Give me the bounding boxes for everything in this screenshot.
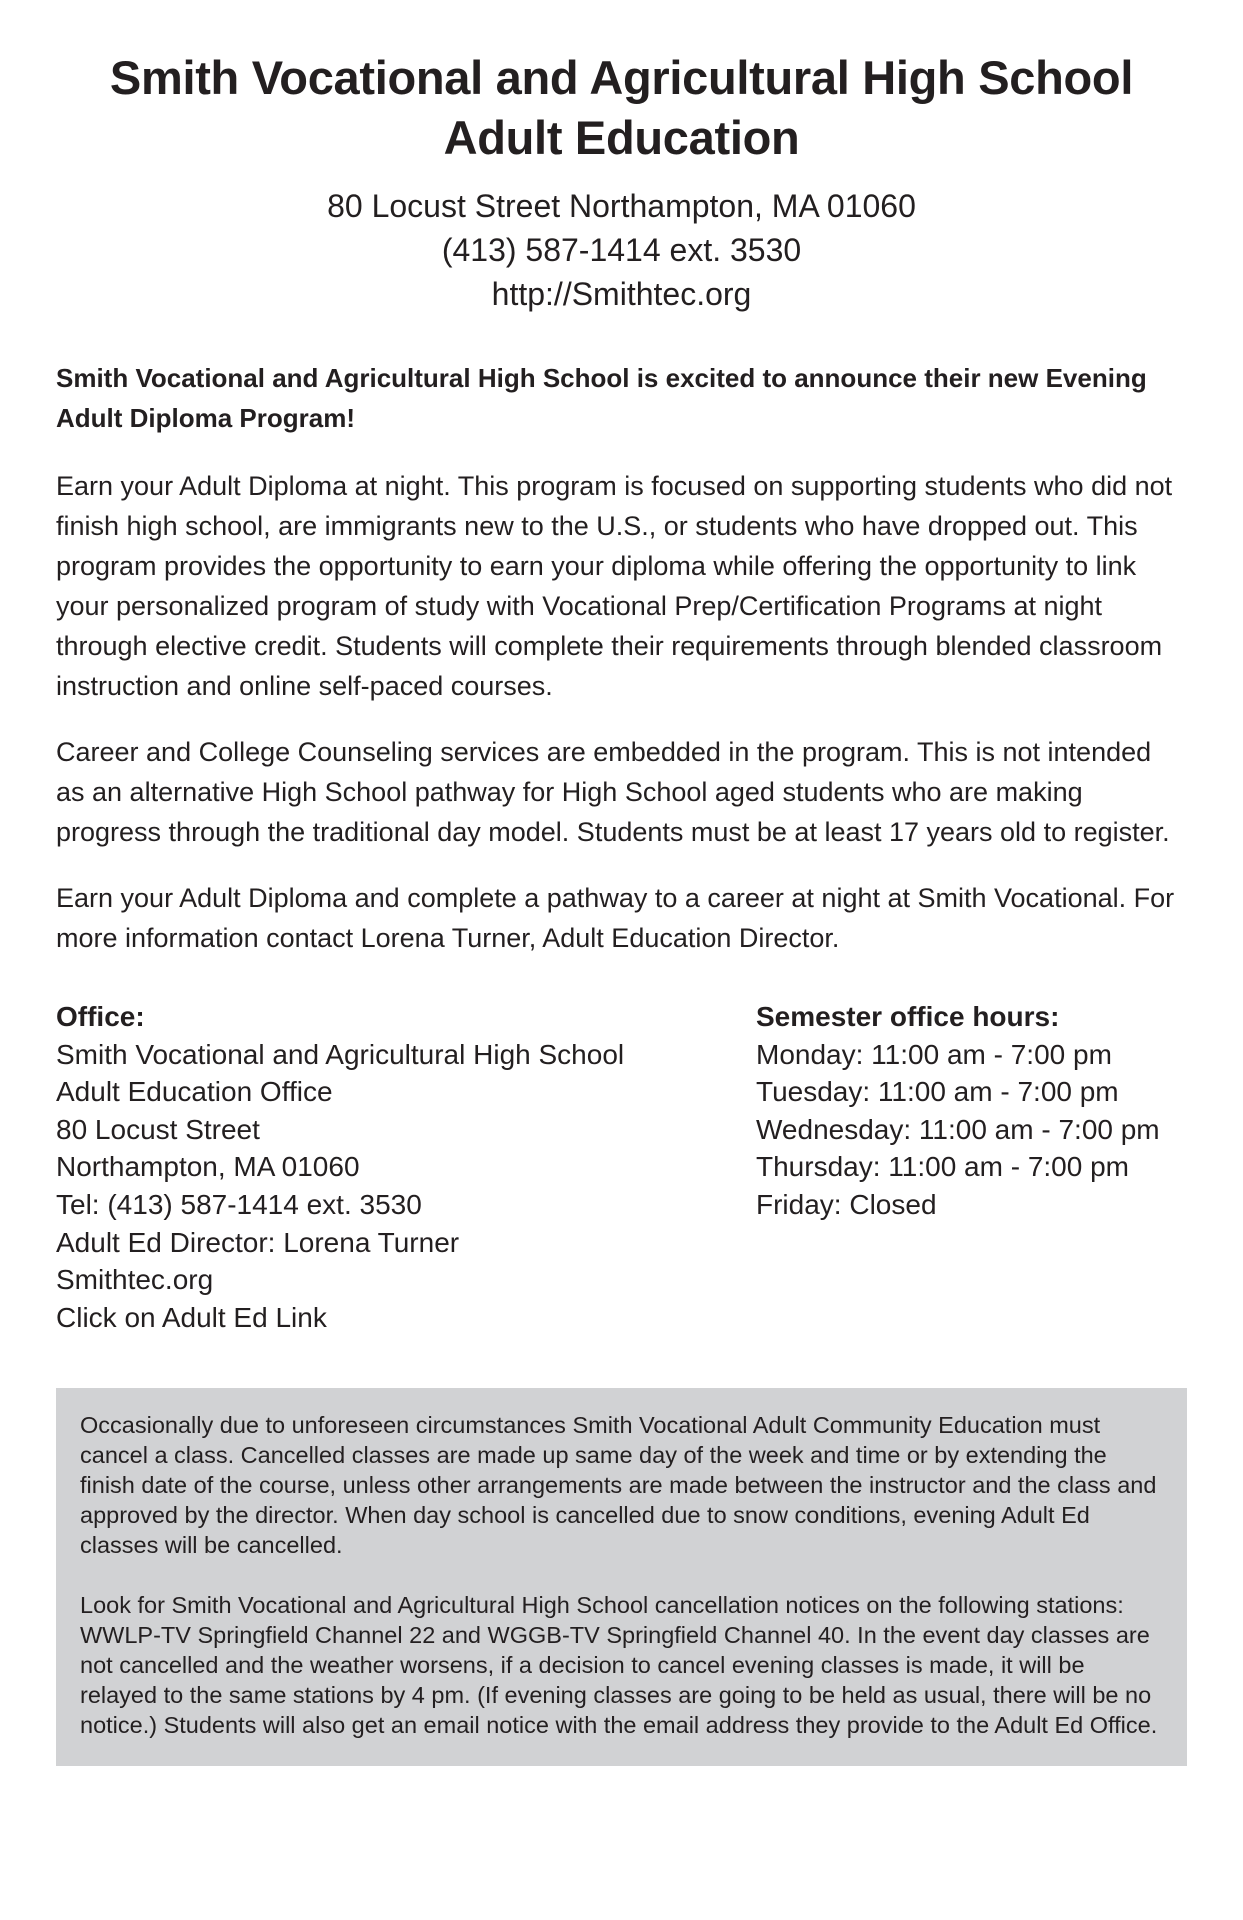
office-hours-line: Wednesday: 11:00 am - 7:00 pm xyxy=(756,1113,1160,1145)
office-website-link[interactable]: Smithtec.org xyxy=(56,1264,214,1296)
office-hours-line: Tuesday: 11:00 am - 7:00 pm xyxy=(756,1076,1119,1108)
office-line: 80 Locust Street xyxy=(56,1113,260,1145)
office-hours-heading: Semester office hours: xyxy=(756,1001,1060,1032)
announcement-intro: Smith Vocational and Agricultural High School is excited to announce their new Evening Adult Diploma Program! xyxy=(56,363,1147,433)
cancellation-stations-paragraph: Look for Smith Vocational and Agricultural High School cancellation notices on the following stations: WWLP-TV Springfield Channel 22 and WGGB-TV Springfield Channel 40. In the event day classes are not cancelled and the weather worsens, if a decision to cancel evening classes is made, it will be relayed to the same stations by 4 pm. (If evening classes are going to be held as usual, there will be no notice.) Students will also get an email notice with the email address they provide to the Adult Ed Office. xyxy=(80,1592,1158,1739)
contact-director-paragraph: Earn your Adult Diploma and complete a pathway to a career at night at Smith Vocational. For more information contact Lorena Turner, Adult Education Director. xyxy=(56,883,1175,953)
title-line-2: Adult Education xyxy=(443,111,800,164)
counseling-paragraph: Career and College Counseling services are embedded in the program. This is not intended as an alternative High School pathway for High School aged students who are making progress through the traditional day model. Students must be at least 17 years old to register. xyxy=(56,737,1170,847)
cancellation-notice-box xyxy=(56,1388,1187,1766)
office-hours-line: Thursday: 11:00 am - 7:00 pm xyxy=(756,1151,1129,1183)
contact-section xyxy=(56,998,1187,1336)
website-link[interactable]: http://Smithtec.org xyxy=(491,276,752,312)
page-title xyxy=(56,48,1187,168)
office-heading: Office: xyxy=(56,1001,145,1032)
office-hours-column xyxy=(756,998,1187,1336)
office-column xyxy=(56,998,756,1336)
phone-number: (413) 587-1414 ext. 3530 xyxy=(441,232,802,268)
office-line: Smith Vocational and Agricultural High School xyxy=(56,1038,625,1070)
office-line: Adult Education Office xyxy=(56,1076,333,1108)
contact-header xyxy=(56,184,1187,316)
cancellation-policy-paragraph: Occasionally due to unforeseen circumstances Smith Vocational Adult Community Education must cancel a class. Cancelled classes are made up same day of the week and time or by extending the finish date of the course, unless other arrangements are made between the instructor and the class and approved by the director. When day school is cancelled due to snow conditions, evening Adult Ed classes will be cancelled. xyxy=(80,1412,1157,1559)
program-description-paragraph: Earn your Adult Diploma at night. This program is focused on supporting students who did not finish high school, are immigrants new to the U.S., or students who have dropped out. This program provides the opportunity to earn your diploma while offering the opportunity to link your personalized program of study with Vocational Prep/Certification Programs at night through elective credit. Students will complete their requirements through blended classroom instruction and online self-paced courses. xyxy=(56,471,1173,701)
street-address: 80 Locust Street Northampton, MA 01060 xyxy=(327,188,916,224)
office-line: Click on Adult Ed Link xyxy=(56,1301,327,1333)
office-hours-line: Friday: Closed xyxy=(756,1188,937,1220)
office-line: Tel: (413) 587-1414 ext. 3530 xyxy=(56,1188,422,1220)
office-hours-line: Monday: 11:00 am - 7:00 pm xyxy=(756,1038,1112,1070)
office-line: Northampton, MA 01060 xyxy=(56,1151,360,1183)
office-line: Adult Ed Director: Lorena Turner xyxy=(56,1226,460,1258)
title-line-1: Smith Vocational and Agricultural High School xyxy=(109,51,1134,104)
